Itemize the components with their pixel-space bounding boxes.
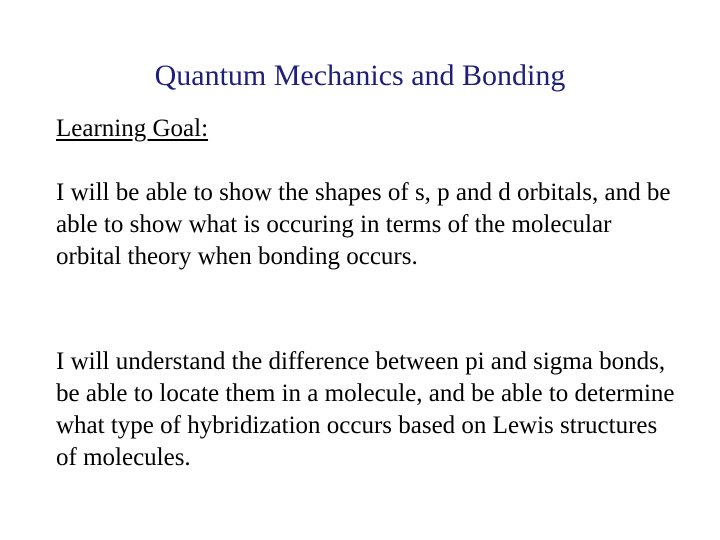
slide-title (0, 56, 720, 96)
slide-title-text: Quantum Mechanics and Bonding (154, 59, 566, 92)
learning-goal-paragraph-bonds: I will understand the difference between pi and sigma bonds, be able to locate them in a molecule, and be able to determine what type of hybridization occurs based on Lewis structures of molecules. (56, 348, 675, 471)
learning-goal-paragraph-orbitals: I will be able to show the shapes of s, p and d orbitals, and be able to show what is occuring in terms of the molecular orbital theory when bonding occurs. (56, 179, 671, 270)
learning-goal-heading: Learning Goal: (56, 115, 209, 142)
